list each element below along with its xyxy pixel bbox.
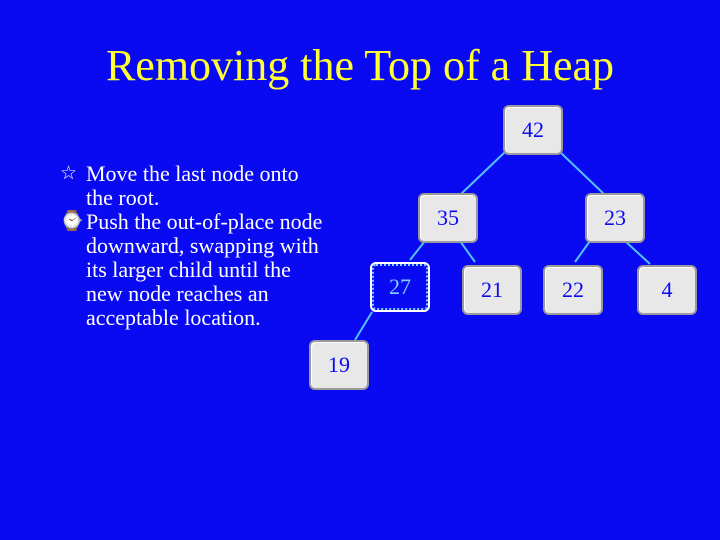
heap-node: 21 xyxy=(462,265,522,315)
heap-node-highlighted: 27 xyxy=(370,262,430,312)
edge-35-21 xyxy=(460,241,475,262)
edge-23-4 xyxy=(625,241,650,264)
heap-node: 35 xyxy=(418,193,478,243)
edge-23-22 xyxy=(575,241,590,262)
heap-node: 23 xyxy=(585,193,645,243)
star-bullet-icon: ☆ xyxy=(60,163,78,184)
edge-35-27 xyxy=(410,241,425,260)
edge-27-19 xyxy=(355,312,372,340)
heap-node: 4 xyxy=(637,265,697,315)
edge-42-35 xyxy=(460,152,505,195)
heap-node: 22 xyxy=(543,265,603,315)
clock-bullet-icon: ⌚ xyxy=(60,211,84,232)
bullet-text: Move the last node onto the root. xyxy=(86,161,299,210)
edge-42-23 xyxy=(560,152,605,195)
heap-node-root: 42 xyxy=(503,105,563,155)
heap-node: 19 xyxy=(309,340,369,390)
bullet-text: Push the out-of-place node downward, swapping with its larger child until the new node reaches an acceptable location. xyxy=(86,209,323,330)
slide-title: Removing the Top of a Heap xyxy=(105,41,615,90)
